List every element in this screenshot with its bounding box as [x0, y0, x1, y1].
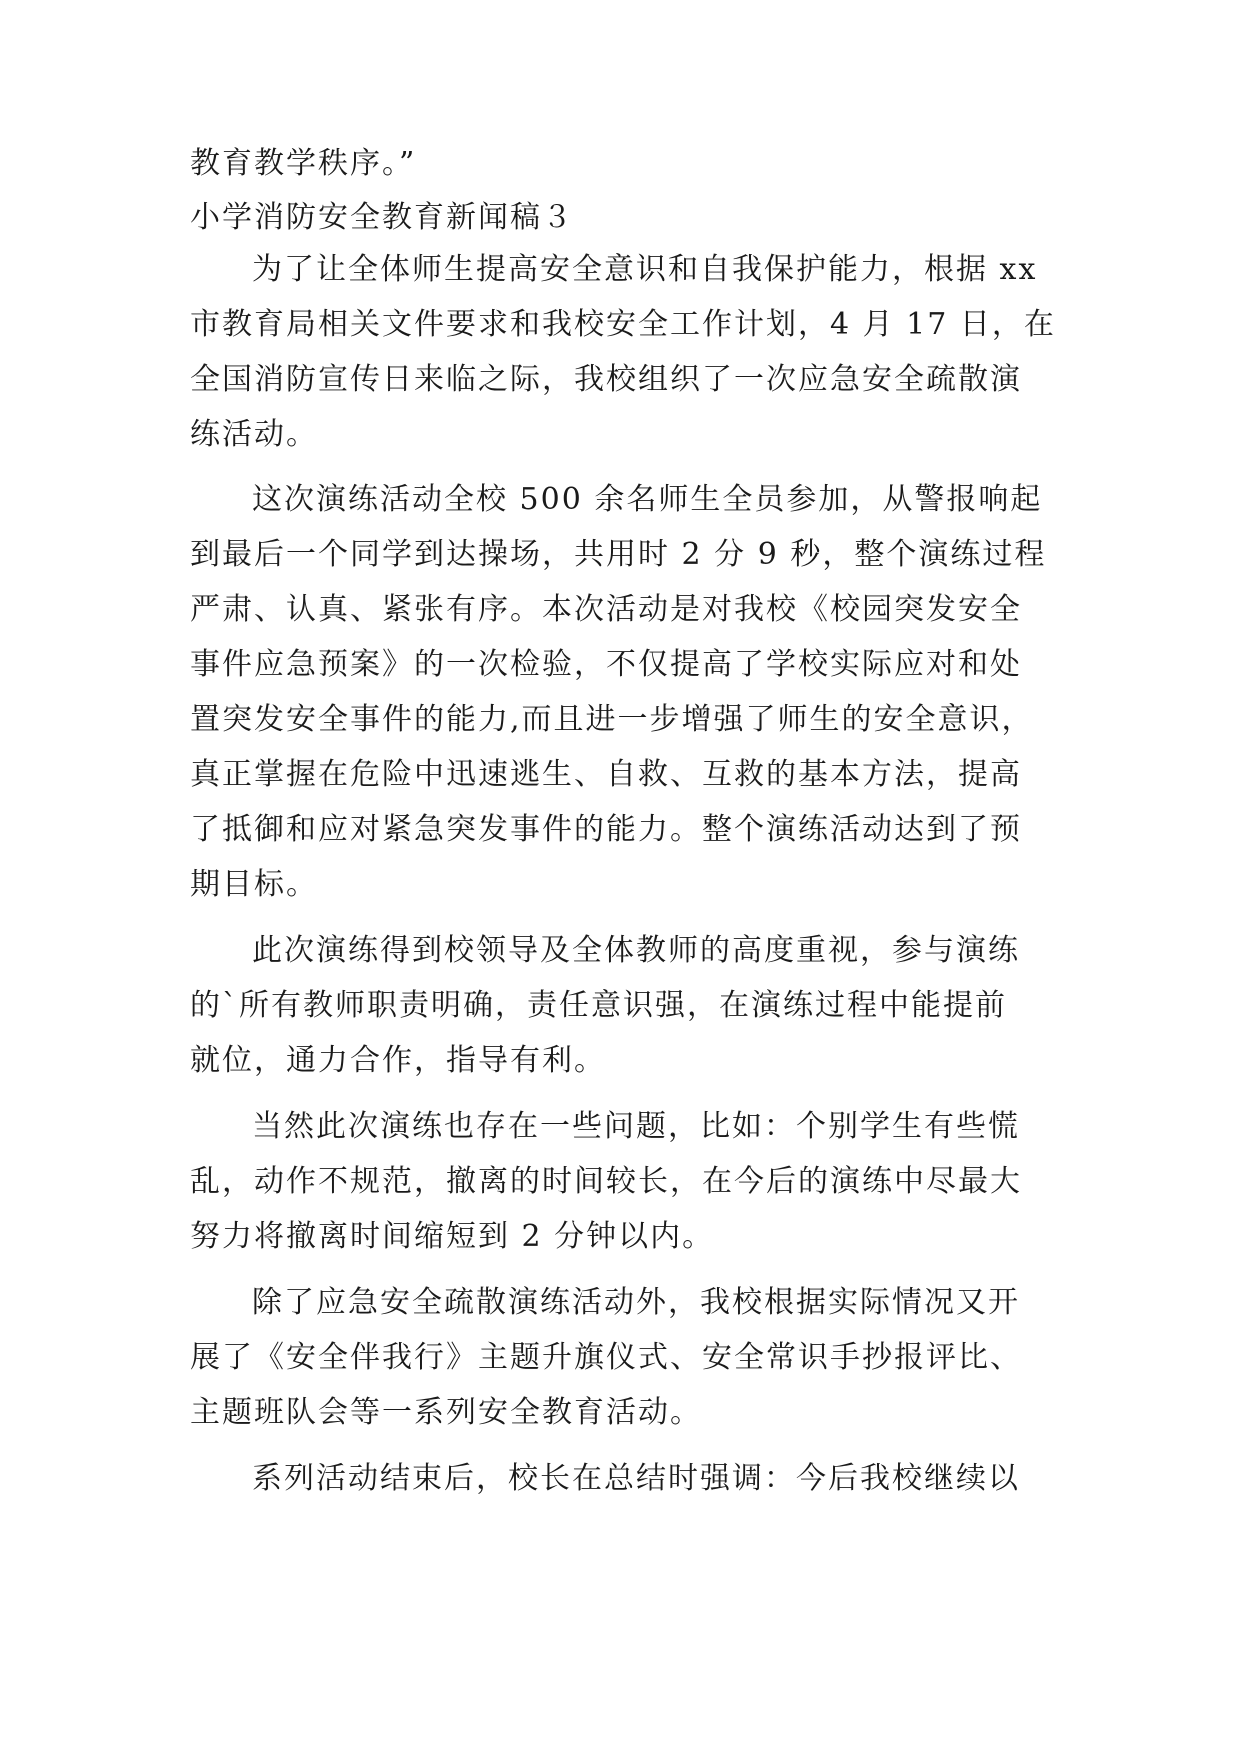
section-title: 小学消防安全教育新闻稿３ — [190, 200, 574, 235]
text-line: 教育教学秩序。” — [190, 146, 417, 181]
text-line: 严肃、认真、紧张有序。本次活动是对我校《校园突发安全 — [190, 592, 1022, 627]
text-line: 除了应急安全疏散演练活动外，我校根据实际情况又开 — [252, 1285, 1020, 1320]
document-page — [190, 0, 1070, 1754]
text-line: 这次演练活动全校 500 余名师生全员参加，从警报响起 — [252, 482, 1043, 517]
text-line: 努力将撤离时间缩短到 2 分钟以内。 — [190, 1219, 715, 1254]
text-line: 展了《安全伴我行》主题升旗仪式、安全常识手抄报评比、 — [190, 1340, 1022, 1375]
text-line: 真正掌握在危险中迅速逃生、自救、互救的基本方法，提高 — [190, 757, 1022, 792]
text-line: 期目标。 — [190, 867, 318, 902]
text-line: 当然此次演练也存在一些问题，比如：个别学生有些慌 — [252, 1109, 1020, 1144]
text-line: 系列活动结束后，校长在总结时强调：今后我校继续以 — [252, 1461, 1020, 1496]
text-line: 就位，通力合作，指导有利。 — [190, 1043, 606, 1078]
text-line: 此次演练得到校领导及全体教师的高度重视，参与演练 — [252, 933, 1020, 968]
text-line: 了抵御和应对紧急突发事件的能力。整个演练活动达到了预 — [190, 812, 1022, 847]
text-line: 全国消防宣传日来临之际，我校组织了一次应急安全疏散演 — [190, 362, 1022, 397]
text-line: 为了让全体师生提高安全意识和自我保护能力，根据 xx — [252, 252, 1038, 287]
text-line: 练活动。 — [190, 417, 318, 452]
text-line: 事件应急预案》的一次检验，不仅提高了学校实际应对和处 — [190, 647, 1022, 682]
text-line: 到最后一个同学到达操场，共用时 2 分 9 秒，整个演练过程 — [190, 537, 1047, 572]
text-line: 市教育局相关文件要求和我校安全工作计划，4 月 17 日，在 — [190, 307, 1056, 342]
text-line: 置突发安全事件的能力,而且进一步增强了师生的安全意识， — [190, 702, 1034, 737]
text-line: 主题班队会等一系列安全教育活动。 — [190, 1395, 702, 1430]
text-line: 乱，动作不规范，撤离的时间较长，在今后的演练中尽最大 — [190, 1164, 1022, 1199]
text-line: 的`所有教师职责明确，责任意识强，在演练过程中能提前 — [190, 988, 1007, 1023]
